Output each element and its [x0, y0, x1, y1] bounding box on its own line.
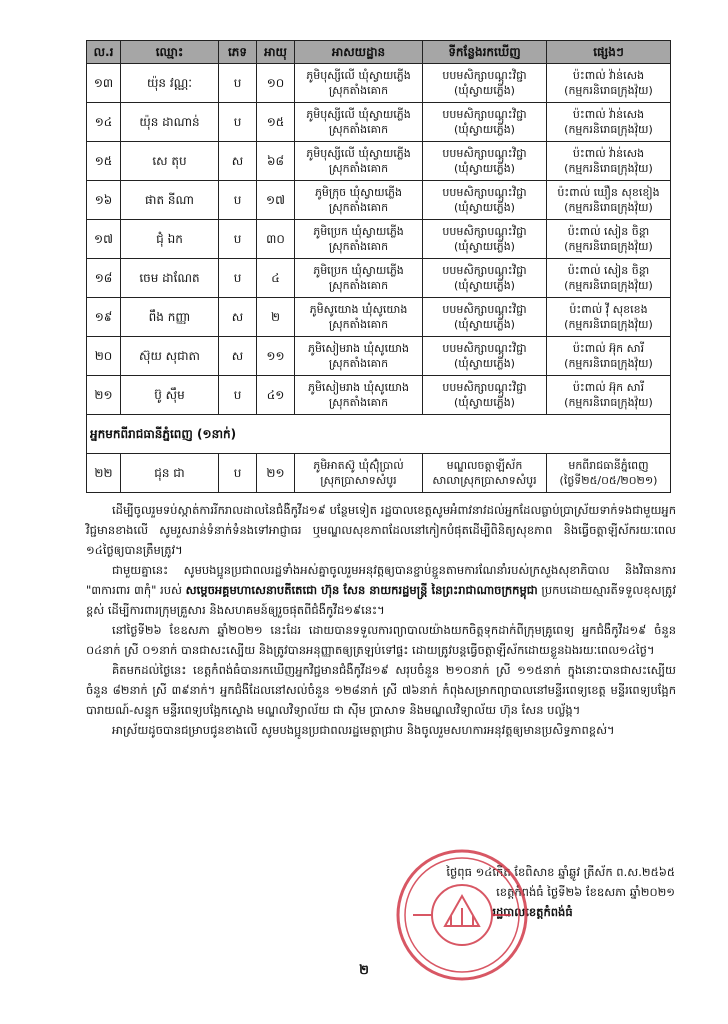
cell-name: ជុន ជា: [121, 454, 219, 493]
table-row: [87, 220, 671, 259]
header-sex: ភេទ: [219, 41, 257, 64]
table-row: [87, 454, 671, 493]
cell-no: ១៦: [87, 181, 121, 220]
paragraph-recovered: នៅថ្ងៃទី២៦ ខែឧសភា ឆ្នាំ២០២១ នេះដែរ ដោយបានទទួលការព្យាបាលយ៉ាងយកចិត្តទុកដាក់ពីក្រុមគ្រូពេទ្យ អ្នកជំងឺកូវីដ១៩ ចំនួន ០៤នាក់ ស្រី ០១នាក់ បានជាសះស្បើយ និងត្រូវបានអនុញ្ញាតឲ្យត្រឡប់ទៅផ្ទះ ដោយត្រូវបន្តធ្វើចត្តាឡីស័កដោយខ្លួនឯងរយៈពេល១៤ថ្ងៃ។: [86, 623, 676, 657]
lunar-date: ថ្ងៃពុធ ១៤កើត ខែពិសាខ ឆ្នាំឆ្លូវ ត្រីស័ក ព.ស.២៥៦៥: [446, 865, 675, 879]
cell-place: បបមសិក្សាបណ្ដុះវិជ្ជា (ឃុំស្វាយភ្លើង): [423, 376, 547, 415]
cell-note: ប៉ះពាល់ សៀន ចិន្តា (កម្មករនិរោធក្រុងវ៉ុយ): [547, 259, 671, 298]
cell-place: បបមសិក្សាបណ្ដុះវិជ្ជា (ឃុំស្វាយភ្លើង): [423, 142, 547, 181]
cell-name: ពឹង កញ្ញា: [121, 298, 219, 337]
signatory-title: រដ្ឋបាលខេត្តកំពង់ធំ: [492, 905, 573, 919]
cell-name: ផាត នីណា: [121, 181, 219, 220]
header-no: ល.រ: [87, 41, 121, 64]
cell-no: ១៥: [87, 142, 121, 181]
paragraph-closing: អាស្រ័យដូចបានជម្រាបជូនខាងលើ សូមបងប្អូនប្រជាពលរដ្ឋមេត្តាជ្រាប និងចូលរួមសហការអនុវត្តឲ្យមានប្រសិទ្ធភាពខ្ពស់។: [112, 723, 615, 737]
paragraph-measures: ជាមួយគ្នានេះ សូមបងប្អូនប្រជាពលរដ្ឋទាំងអស់គ្នាចូលរួមអនុវត្តឲ្យបានខ្ជាប់ខ្ជួនតាមការណែនាំរបស់ក្រសួងសុខាភិបាល និងវិធានការ "៣ការពារ ៣កុំ" របស់ សម្តេចអគ្គមហាសេនាបតីតេជោ ហ៊ុន សែន នាយករដ្ឋមន្ត្រី នៃព្រះរាជាណាចក្រកម្ពុជា ប្រកបដោយស្មារតីទទួលខុសត្រូវខ្ពស់ ដើម្បីការពារក្រុមគ្រួសារ និងសហគមន៍ឲ្យរួចផុតពីជំងឺកូវីដ១៩នេះ។: [86, 563, 677, 617]
cell-sex: ស: [219, 298, 257, 337]
cell-place: បបមសិក្សាបណ្ដុះវិជ្ជា (ឃុំស្វាយភ្លើង): [423, 103, 547, 142]
covid-cases-table: [86, 40, 671, 493]
cell-note: មកពីរាជធានីភ្នំពេញ (ថ្ងៃទី២៥/០៥/២០២១): [547, 454, 671, 493]
cell-age: ៣០: [257, 220, 295, 259]
cell-name: សេ តុប: [121, 142, 219, 181]
header-note: ផ្សេងៗ: [547, 41, 671, 64]
table-row: [87, 181, 671, 220]
cell-no: ១៩: [87, 298, 121, 337]
cell-sex: ស: [219, 337, 257, 376]
cell-place: បបមសិក្សាបណ្ដុះវិជ្ជា (ឃុំស្វាយភ្លើង): [423, 259, 547, 298]
cell-note: ប៉ះពាល់ វ៉ី សុខខេង (កម្មករនិរោធក្រុងវ៉ុយ): [547, 298, 671, 337]
cell-place: បបមសិក្សាបណ្ដុះវិជ្ជា (ឃុំស្វាយភ្លើង): [423, 298, 547, 337]
cell-name: ប៊ូ ស៊ឹម: [121, 376, 219, 415]
cell-place: បបមសិក្សាបណ្ដុះវិជ្ជា (ឃុំស្វាយភ្លើង): [423, 337, 547, 376]
cell-sex: ប: [219, 103, 257, 142]
cell-address: ភូមិប្រេក ឃុំស្វាយភ្លើង ស្រុកតាំងគោក: [295, 259, 423, 298]
cell-place: បបមសិក្សាបណ្ដុះវិជ្ជា (ឃុំស្វាយភ្លើង): [423, 181, 547, 220]
cell-no: ២១: [87, 376, 121, 415]
cell-sex: ប: [219, 220, 257, 259]
cell-place: បបមសិក្សាបណ្ដុះវិជ្ជា (ឃុំស្វាយភ្លើង): [423, 220, 547, 259]
cell-name: យ៉ុន ដាណាន់: [121, 103, 219, 142]
cell-note: ប៉ះពាល់ វ៉ាន់សេង (កម្មករនិរោធក្រុងវ៉ុយ): [547, 142, 671, 181]
cell-address: ភូមិអាតស៊ូ ឃុំស៊ុំប្រាល់ ស្រុកប្រាសាទសំបូរ: [295, 454, 423, 493]
cell-note: ប៉ះពាល់ វ៉ាន់សេង (កម្មករនិរោធក្រុងវ៉ុយ): [547, 103, 671, 142]
table-row: [87, 259, 671, 298]
cell-age: ១៥: [257, 103, 295, 142]
cell-address: ភូមិបុស្សីលើ ឃុំស្វាយភ្លើង ស្រុកតាំងគោក: [295, 142, 423, 181]
table-row: [87, 376, 671, 415]
cell-address: ភូមិបុស្សីលើ ឃុំស្វាយភ្លើង ស្រុកតាំងគោក: [295, 103, 423, 142]
cell-no: ១៣: [87, 64, 121, 103]
paragraph-appeal: ដើម្បីចូលរួមទប់ស្កាត់ការរីករាលដាលនៃជំងឺកូវីដ១៩ បន្ថែមទៀត រដ្ឋបាលខេត្តសូមអំពាវនាវដល់អ្នកដែលធ្លាប់ប្រាស្រ័យទាក់ទងជាមួយអ្នកវិជ្ជមានខាងលើ សូមរួសរាន់ទំនាក់ទំនងទៅអាជ្ញាធរ ឬមណ្ឌលសុខភាពដែលនៅកៀកបំផុតដើម្បីពិនិត្យសុខភាព និងធ្វើចត្តាឡីស័ករយៈពេល ១៤ថ្ងៃឲ្យបានត្រឹមត្រូវ។: [86, 503, 676, 557]
table-body: [87, 64, 671, 493]
header-address: អាសយដ្ឋាន: [295, 41, 423, 64]
table-row: [87, 64, 671, 103]
cell-age: ២១: [257, 454, 295, 493]
cell-sex: ប: [219, 454, 257, 493]
table-row: [87, 298, 671, 337]
header-place: ទីកន្លែងរកឃើញ: [423, 41, 547, 64]
body-text: [86, 500, 676, 740]
cell-sex: ប: [219, 181, 257, 220]
cell-note: ប៉ះពាល់ សៀន ចិន្តា (កម្មករនិរោធក្រុងវ៉ុយ): [547, 220, 671, 259]
table-row: [87, 142, 671, 181]
cell-age: ១១: [257, 337, 295, 376]
cell-no: ២២: [87, 454, 121, 493]
cell-no: ២០: [87, 337, 121, 376]
cell-address: ភូមិបុស្សីលើ ឃុំស្វាយភ្លើង ស្រុកតាំងគោក: [295, 64, 423, 103]
cell-place: មណ្ឌលចត្តាឡីស័ក សាលាស្រុកប្រាសាទសំបូរ: [423, 454, 547, 493]
table-header-row: [87, 41, 671, 64]
cell-sex: ប: [219, 259, 257, 298]
cell-note: ប៉ះពាល់ អ៊ុក សារី (កម្មករនិរោធក្រុងវ៉ុយ): [547, 376, 671, 415]
cell-no: ១៧: [87, 220, 121, 259]
cell-age: ៤១: [257, 376, 295, 415]
cell-age: ៤: [257, 259, 295, 298]
cell-name: ចេម ដាណែត: [121, 259, 219, 298]
cell-name: ជុំ ឯក: [121, 220, 219, 259]
cell-note: ប៉ះពាល់ ឃឿន សុខខៀង (កម្មករនិរោធក្រុងវ៉ុយ): [547, 181, 671, 220]
cell-sex: ស: [219, 142, 257, 181]
cell-name: ស៊ុយ សុជាតា: [121, 337, 219, 376]
cell-sex: ប: [219, 64, 257, 103]
cell-age: ២: [257, 298, 295, 337]
section-label: អ្នកមកពីរាជធានីភ្នំពេញ (១នាក់): [87, 415, 671, 454]
cell-address: ភូមិប្រេក ឃុំស្វាយភ្លើង ស្រុកតាំងគោក: [295, 220, 423, 259]
header-age: អាយុ: [257, 41, 295, 64]
cell-address: ភូមិសូយោង ឃុំសូយោង ស្រុកតាំងគោក: [295, 298, 423, 337]
cell-address: ភូមិក្រុច ឃុំស្វាយភ្លើង ស្រុកតាំងគោក: [295, 181, 423, 220]
section-row: [87, 415, 671, 454]
prime-minister-title: សម្តេចអគ្គមហាសេនាបតីតេជោ ហ៊ុន សែន នាយករដ្ឋមន្ត្រី នៃព្រះរាជាណាចក្រកម្ពុជា: [185, 583, 538, 597]
solar-date: ខេត្តកំពង់ធំ ថ្ងៃទី២៦ ខែឧសភា ឆ្នាំ២០២១: [496, 885, 675, 899]
cell-place: បបមសិក្សាបណ្ដុះវិជ្ជា (ឃុំស្វាយភ្លើង): [423, 64, 547, 103]
cell-note: ប៉ះពាល់ វ៉ាន់សេង (កម្មករនិរោធក្រុងវ៉ុយ): [547, 64, 671, 103]
cell-no: ១៤: [87, 103, 121, 142]
cell-address: ភូមិសៀមរាង ឃុំសូយោង ស្រុកតាំងគោក: [295, 337, 423, 376]
page-number: ២: [359, 963, 369, 978]
cell-note: ប៉ះពាល់ អ៊ុក សារី (កម្មករនិរោធក្រុងវ៉ុយ): [547, 337, 671, 376]
paragraph-totals: គិតមកដល់ថ្ងៃនេះ ខេត្តកំពង់ធំបានរកឃើញអ្នកវិជ្ជមានជំងឺកូវីដ១៩ សរុបចំនួន ២១០នាក់ ស្រី ១១៥នាក់ ក្នុងនោះបានជាសះស្បើយចំនួន ៨២នាក់ ស្រី ៣៩នាក់។ អ្នកជំងឺដែលនៅសល់ចំនួន ១២៨នាក់ ស្រី ៧៦នាក់ កំពុងសម្រាកព្យាបាលនៅមន្ទីរពេទ្យខេត្ត មន្ទីរពេទ្យបង្អែកបារាយណ៍-សន្ទុក មន្ទីរពេទ្យបង្អែកស្ទោង មណ្ឌលវិទ្យាល័យ ជា ស៊ីម ប្រាសាទ និងមណ្ឌលវិទ្យាល័យ ហ៊ុន សែន បល្ល័ង្ក។: [86, 663, 676, 717]
cell-name: យ៉ុន វណ្ណៈ: [121, 64, 219, 103]
cell-address: ភូមិសៀមរាង ឃុំសូយោង ស្រុកតាំងគោក: [295, 376, 423, 415]
cell-no: ១៨: [87, 259, 121, 298]
cell-sex: ប: [219, 376, 257, 415]
table-row: [87, 103, 671, 142]
cell-age: ១៧: [257, 181, 295, 220]
table-row: [87, 337, 671, 376]
cell-age: ៦៨: [257, 142, 295, 181]
cell-age: ១០: [257, 64, 295, 103]
header-name: ឈ្មោះ: [121, 41, 219, 64]
